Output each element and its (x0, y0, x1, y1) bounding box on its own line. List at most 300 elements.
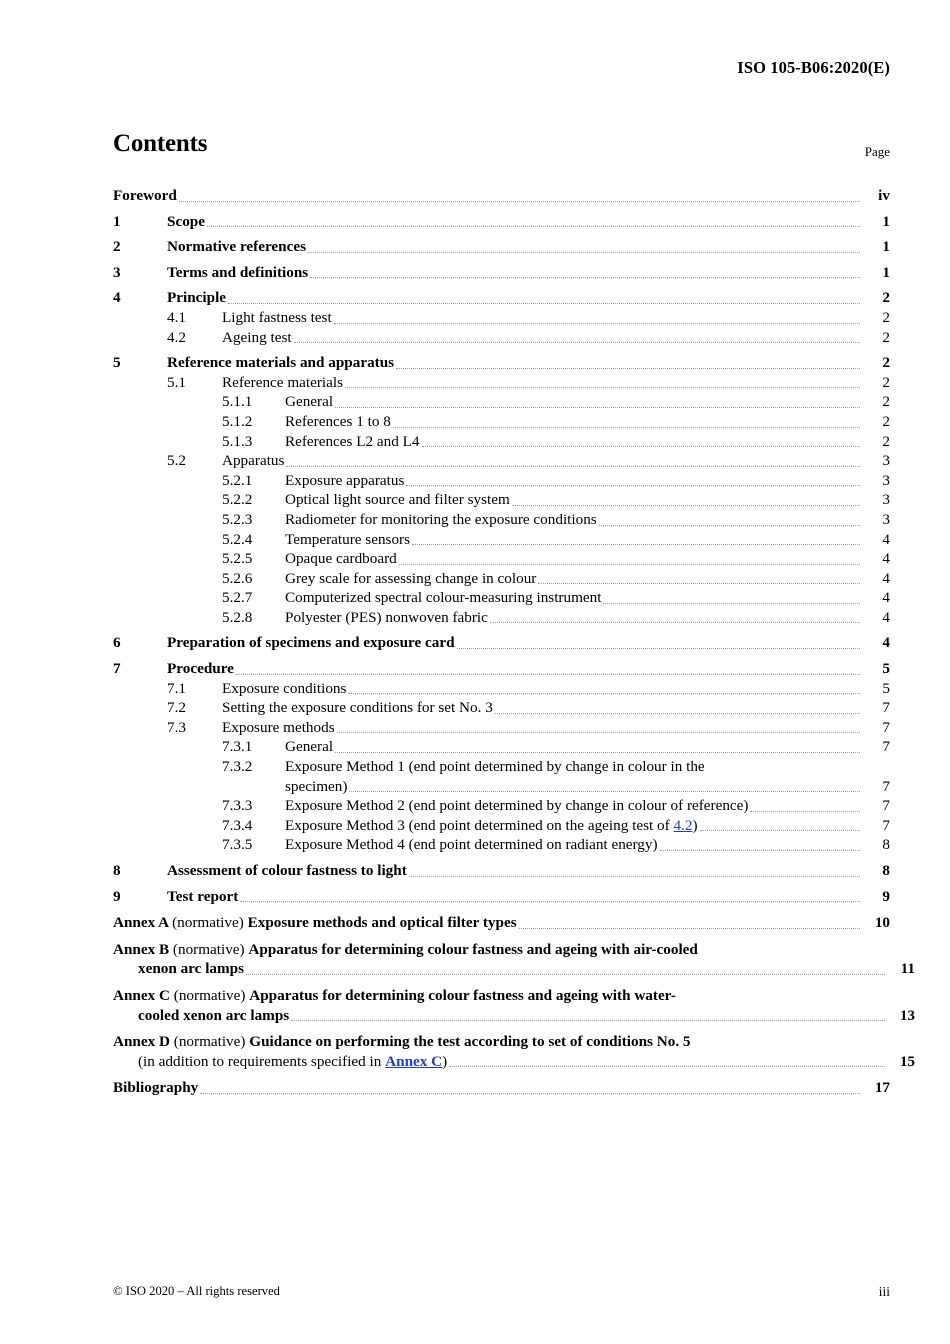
leader-dots (179, 201, 860, 202)
toc-entry-row (113, 698, 890, 718)
toc-entry-number: 5.2.1 (222, 471, 253, 489)
leader-dots (409, 876, 860, 877)
toc-entry-row (113, 816, 890, 836)
leader-dots (399, 564, 860, 565)
toc-entry[interactable] (113, 353, 890, 373)
toc-page-number: 7 (882, 718, 890, 736)
toc-entry[interactable] (113, 510, 890, 530)
leader-dots (538, 583, 860, 584)
toc-line (222, 718, 890, 738)
toc-entry[interactable] (113, 861, 890, 881)
toc-line (222, 328, 890, 348)
toc-entry[interactable] (113, 288, 890, 308)
toc-line (222, 679, 890, 699)
toc-entry-label: Setting the exposure conditions for set No. 3 (222, 699, 493, 717)
toc-entry-label: Exposure apparatus (285, 471, 405, 489)
toc-line (285, 530, 890, 550)
toc-entry-number: 3 (113, 263, 121, 281)
toc-line (285, 549, 890, 569)
leader-dots (393, 427, 860, 428)
standard-reference: ISO 105-B06:2020(E) (737, 58, 890, 77)
toc-page-number: 7 (882, 777, 890, 795)
toc-entry-number: 4.1 (167, 308, 186, 326)
leader-dots (345, 387, 860, 388)
toc-entry[interactable] (113, 432, 890, 452)
toc-page-number: 3 (882, 471, 890, 489)
toc-entry-text (285, 816, 890, 836)
toc-page-number: 4 (882, 589, 890, 607)
toc-entry[interactable] (113, 608, 890, 628)
toc-entry-text (167, 633, 890, 653)
toc-line (167, 288, 890, 308)
toc-line (113, 1078, 890, 1098)
toc-line (113, 1032, 890, 1052)
annex-kind: (normative) (172, 940, 249, 958)
leader-dots (246, 974, 885, 975)
toc-entry[interactable] (113, 392, 890, 412)
toc-bibliography-entry[interactable] (113, 1078, 890, 1098)
toc-entry[interactable] (113, 263, 890, 283)
leader-dots (457, 648, 860, 649)
toc-entry-row (113, 633, 890, 653)
annex-label: Annex B (113, 940, 173, 958)
toc-page-number: 5 (882, 679, 890, 697)
toc-entry-text (285, 737, 890, 757)
toc-entry-row (113, 835, 890, 855)
toc-entry-label: General (285, 393, 334, 411)
toc-entry-number: 7.2 (167, 699, 186, 717)
toc-entry-label: Apparatus (222, 452, 285, 470)
leader-dots (335, 752, 860, 753)
leader-dots (512, 505, 860, 506)
toc-entry-number: 7.3.3 (222, 797, 253, 815)
toc-entry-number: 5.2.7 (222, 589, 253, 607)
toc-entry-label: Annex B (normative) Apparatus for determining colour fastness and ageing with air-cooled (113, 940, 698, 958)
toc-entry-number: 7.3.2 (222, 758, 253, 776)
toc-entry-row (113, 737, 890, 757)
page-column-label: Page (864, 144, 890, 159)
toc-entry-label: References 1 to 8 (285, 412, 391, 430)
leader-dots (700, 830, 861, 831)
toc-entry-text (285, 432, 890, 452)
toc-line (285, 796, 890, 816)
toc-entry[interactable] (113, 737, 890, 757)
annex-label: Annex A (113, 914, 173, 932)
toc-entry-text (167, 861, 890, 881)
toc-entry-row (113, 263, 890, 283)
toc-entry-text (222, 373, 890, 393)
toc-entry-label: Computerized spectral colour-measuring instrument (285, 589, 602, 607)
toc-page-number: 7 (882, 816, 890, 834)
toc-page-number: 4 (882, 550, 890, 568)
toc-entry-row (113, 608, 890, 628)
toc-entry[interactable] (113, 835, 890, 855)
toc-entry-label: specimen) (285, 777, 348, 795)
toc-page-number: 5 (882, 660, 890, 678)
toc-line (167, 659, 890, 679)
toc-entry[interactable] (113, 718, 890, 738)
toc-entry-text (285, 757, 890, 796)
cross-reference-link[interactable]: 4.2 (673, 816, 693, 834)
table-of-contents (113, 186, 915, 1098)
toc-entry-text (285, 471, 890, 491)
toc-line (167, 353, 890, 373)
toc-entry[interactable] (113, 588, 890, 608)
toc-entry-number: 5.2.6 (222, 569, 253, 587)
toc-line (138, 1052, 915, 1072)
toc-line (285, 432, 890, 452)
toc-line (113, 940, 890, 960)
toc-entry-number: 5.2 (167, 452, 186, 470)
toc-entry-text (167, 353, 890, 373)
toc-entry-text (222, 451, 890, 471)
leader-dots (349, 791, 860, 792)
toc-entry-text (285, 835, 890, 855)
toc-entry-label: Preparation of specimens and exposure card (167, 634, 455, 652)
toc-entry-number: 5.2.4 (222, 530, 253, 548)
leader-dots (750, 811, 860, 812)
toc-entry[interactable] (113, 490, 890, 510)
toc-entry-text (167, 659, 890, 679)
toc-entry[interactable] (113, 757, 890, 796)
toc-entry-text (222, 698, 890, 718)
toc-entry-number: 7.3.5 (222, 836, 253, 854)
toc-entry-label: Scope (167, 212, 205, 230)
leader-dots (412, 544, 860, 545)
toc-entry-row (113, 588, 890, 608)
toc-line (285, 392, 890, 412)
annex-label: Annex D (113, 1033, 174, 1051)
toc-entry-text (222, 328, 890, 348)
leader-dots (236, 674, 860, 675)
toc-entry-row (113, 288, 890, 308)
toc-entry-row (113, 796, 890, 816)
toc-page-number: 2 (882, 308, 890, 326)
toc-entry-label: Procedure (167, 660, 234, 678)
leader-dots (406, 485, 860, 486)
toc-entry-row (113, 392, 890, 412)
toc-page-number: 2 (882, 354, 890, 372)
toc-entry-label: Normative references (167, 238, 307, 256)
toc-entry-row (113, 569, 890, 589)
document-header (113, 58, 890, 78)
leader-dots (207, 226, 860, 227)
toc-entry-label: Light fastness test (222, 308, 332, 326)
toc-entry-label: Reference materials and apparatus (167, 354, 395, 372)
toc-entry[interactable] (113, 237, 890, 257)
toc-entry-number: 5.1.1 (222, 393, 253, 411)
toc-page-number: 8 (882, 862, 890, 879)
toc-entry-number: 5.2.3 (222, 510, 253, 528)
toc-line (285, 835, 890, 855)
toc-entry-label: Temperature sensors (285, 530, 411, 548)
toc-entry[interactable] (113, 679, 890, 699)
leader-dots (310, 277, 860, 278)
leader-dots (603, 603, 860, 604)
toc-entry-text (167, 212, 890, 232)
toc-entry-label: Annex D (normative) Guidance on performing the test according to set of conditions No. 5 (113, 1033, 691, 1051)
toc-line (222, 698, 890, 718)
toc-entry-text (285, 490, 890, 510)
leader-dots (308, 252, 860, 253)
toc-entry-row (113, 186, 890, 206)
toc-entry[interactable] (113, 451, 890, 471)
leader-dots (495, 713, 860, 714)
toc-annex-entry[interactable] (113, 1032, 915, 1071)
toc-entry-number: 7.3 (167, 718, 186, 736)
toc-page-number: 4 (882, 608, 890, 626)
toc-line (113, 913, 890, 933)
toc-entry-row (113, 373, 890, 393)
toc-line (285, 412, 890, 432)
toc-line (113, 986, 890, 1006)
toc-page-number: 2 (882, 412, 890, 430)
toc-line (138, 959, 915, 979)
toc-entry[interactable] (113, 328, 890, 348)
toc-line (222, 308, 890, 328)
toc-page-number: 3 (882, 510, 890, 528)
toc-entry[interactable] (113, 212, 890, 232)
toc-entry-text (285, 588, 890, 608)
toc-page-number: iv (878, 187, 890, 204)
toc-entry-label: xenon arc lamps (138, 960, 245, 978)
toc-entry-row (113, 328, 890, 348)
leader-dots (449, 1066, 885, 1067)
toc-line (167, 237, 890, 257)
toc-entry-row (113, 490, 890, 510)
toc-entry-row (113, 549, 890, 569)
toc-entry-label: Terms and definitions (167, 263, 309, 281)
toc-entry-row (113, 530, 890, 550)
toc-entry[interactable] (113, 471, 890, 491)
leader-dots (599, 525, 860, 526)
toc-page-number: 10 (874, 914, 890, 932)
toc-line (285, 471, 890, 491)
leader-dots (660, 850, 860, 851)
toc-entry-label: Grey scale for assessing change in colour (285, 569, 537, 587)
leader-dots (337, 732, 860, 733)
toc-entry-label: Bibliography (113, 1079, 199, 1097)
toc-entry-text (285, 510, 890, 530)
annex-kind: (normative) (173, 986, 250, 1004)
toc-entry-text (285, 608, 890, 628)
toc-entry-label: Exposure conditions (222, 679, 347, 697)
toc-page-number: 7 (882, 699, 890, 717)
leader-dots (490, 622, 860, 623)
toc-entry-label: Radiometer for monitoring the exposure conditions (285, 510, 597, 528)
toc-entry-label (138, 1052, 447, 1072)
leader-dots (422, 446, 860, 447)
toc-entry[interactable] (113, 633, 890, 653)
toc-line (167, 861, 890, 881)
toc-line (285, 816, 890, 836)
toc-line (222, 373, 890, 393)
toc-page-number: 2 (882, 328, 890, 346)
toc-entry[interactable] (113, 659, 890, 679)
toc-entry-number: 7.3.4 (222, 816, 253, 834)
toc-page-number: 4 (882, 569, 890, 587)
toc-entry-label: Exposure methods (222, 718, 335, 736)
toc-entry-row (113, 757, 890, 796)
annex-label: Annex C (113, 986, 174, 1004)
toc-entry-label: Test report (167, 887, 239, 905)
toc-entry-number: 4 (113, 289, 121, 307)
toc-entry-text (113, 186, 890, 206)
leader-dots (240, 901, 860, 902)
toc-entry-row (113, 353, 890, 373)
toc-entry-number: 5.2.8 (222, 608, 253, 626)
toc-page-number: 7 (882, 797, 890, 815)
toc-entry-number: 5.2.2 (222, 491, 253, 509)
toc-entry-label: Reference materials (222, 373, 344, 391)
toc-entry[interactable] (113, 698, 890, 718)
toc-entry-row (113, 432, 890, 452)
toc-page-number: 1 (882, 238, 890, 256)
toc-entry-number: 7.1 (167, 679, 186, 697)
page-footer (113, 1284, 890, 1344)
leader-dots (200, 1093, 860, 1094)
toc-entry[interactable] (113, 412, 890, 432)
toc-entry[interactable] (113, 530, 890, 550)
toc-entry-text (167, 237, 890, 257)
toc-page-number: 11 (900, 960, 915, 978)
toc-entry-number: 4.2 (167, 328, 186, 346)
toc-entry-number: 7 (113, 660, 121, 678)
cross-reference-link[interactable]: Annex C (385, 1052, 443, 1070)
toc-page-number: 2 (882, 393, 890, 411)
toc-entry-label: Principle (167, 289, 227, 307)
toc-page-number: 2 (882, 373, 890, 391)
toc-entry-number: 9 (113, 887, 121, 905)
toc-line (167, 212, 890, 232)
toc-line (285, 777, 890, 797)
toc-entry-row (113, 212, 890, 232)
toc-entry-row (113, 887, 890, 907)
toc-line (285, 608, 890, 628)
toc-entry[interactable] (113, 569, 890, 589)
toc-line (167, 263, 890, 283)
toc-entry-label: Opaque cardboard (285, 550, 397, 568)
toc-entry-label: Exposure Method 4 (end point determined on radiant energy) (285, 836, 658, 854)
toc-entry-text (222, 308, 890, 328)
toc-entry-label: References L2 and L4 (285, 432, 420, 450)
toc-entry-number: 5.1.2 (222, 412, 253, 430)
toc-entry-text (285, 392, 890, 412)
annex-note-text: (in addition to requirements specified in (138, 1052, 386, 1070)
leader-dots (519, 928, 860, 929)
toc-entry-text (285, 796, 890, 816)
toc-entry-number: 7.3.1 (222, 738, 253, 756)
toc-entry-label: Annex C (normative) Apparatus for determining colour fastness and ageing with water- (113, 986, 676, 1004)
toc-entry-label: General (285, 738, 334, 756)
toc-entry-row (113, 451, 890, 471)
toc-line (285, 510, 890, 530)
toc-page-number: 2 (882, 432, 890, 450)
toc-entry[interactable] (113, 186, 890, 206)
toc-entry[interactable] (113, 796, 890, 816)
toc-page-number: 17 (874, 1079, 890, 1097)
toc-line (285, 569, 890, 589)
toc-entry-row (113, 718, 890, 738)
contents-heading-row (113, 130, 890, 170)
toc-entry-row (113, 510, 890, 530)
toc-line (113, 186, 890, 206)
toc-annex-entry[interactable] (113, 940, 915, 979)
toc-annex-entry[interactable] (113, 913, 890, 933)
toc-entry[interactable] (113, 887, 890, 907)
toc-entry-row (113, 659, 890, 679)
toc-entry-number: 6 (113, 634, 121, 652)
toc-page-number: 1 (882, 263, 890, 281)
toc-entry-text (167, 263, 890, 283)
toc-entry-row (113, 471, 890, 491)
toc-entry-text (167, 288, 890, 308)
toc-entry-label: Foreword (113, 187, 177, 204)
toc-page-number: 2 (882, 289, 890, 307)
toc-line (285, 588, 890, 608)
toc-entry-label: Optical light source and filter system (285, 491, 510, 509)
annex-kind: (normative) (173, 1033, 250, 1051)
toc-page-number: 9 (882, 887, 890, 905)
toc-entry[interactable] (113, 308, 890, 328)
toc-entry-number: 8 (113, 862, 121, 879)
toc-entry-label: Polyester (PES) nonwoven fabric (285, 608, 488, 626)
toc-entry[interactable] (113, 816, 890, 836)
leader-dots (228, 303, 860, 304)
toc-page-number: 4 (882, 634, 890, 652)
leader-dots (335, 407, 860, 408)
toc-entry-row (113, 412, 890, 432)
toc-page-number: 4 (882, 530, 890, 548)
toc-entry-label: Annex A (normative) Exposure methods and optical filter types (113, 914, 517, 932)
toc-entry-text (167, 887, 890, 907)
toc-annex-entry[interactable] (113, 986, 915, 1025)
toc-entry-text (285, 530, 890, 550)
toc-line (285, 757, 890, 777)
toc-entry-number: 5.1.3 (222, 432, 253, 450)
leader-dots (291, 1020, 885, 1021)
toc-entry-number: 5 (113, 354, 121, 372)
toc-entry-number: 5.1 (167, 373, 186, 391)
toc-page-number: 3 (882, 491, 890, 509)
copyright-notice: © ISO 2020 – All rights reserved (113, 1284, 280, 1298)
toc-line (167, 887, 890, 907)
toc-entry[interactable] (113, 373, 890, 393)
leader-dots (348, 693, 860, 694)
page-title: Contents (113, 130, 208, 157)
toc-page-number: 8 (882, 836, 890, 854)
toc-entry-number: 5.2.5 (222, 550, 253, 568)
toc-line (222, 451, 890, 471)
toc-entry-label: Exposure Method 3 (end point determined on the ageing test of 4.2) (285, 816, 698, 834)
toc-page-number: 15 (899, 1052, 915, 1070)
toc-line (285, 737, 890, 757)
toc-line (138, 1006, 915, 1026)
toc-entry-text (285, 549, 890, 569)
toc-entry[interactable] (113, 549, 890, 569)
toc-entry-row (113, 861, 890, 881)
toc-entry-label: Ageing test (222, 328, 292, 346)
toc-page-number: 7 (882, 738, 890, 756)
toc-entry-label: Assessment of colour fastness to light (167, 862, 407, 879)
leader-dots (286, 466, 860, 467)
toc-entry-row (113, 679, 890, 699)
toc-entry-label: cooled xenon arc lamps (138, 1006, 290, 1024)
annex-note-close: ) (442, 1052, 448, 1070)
toc-entry-label: Exposure Method 2 (end point determined by change in colour of reference) (285, 797, 749, 815)
toc-entry-text (222, 679, 890, 699)
toc-line (285, 490, 890, 510)
